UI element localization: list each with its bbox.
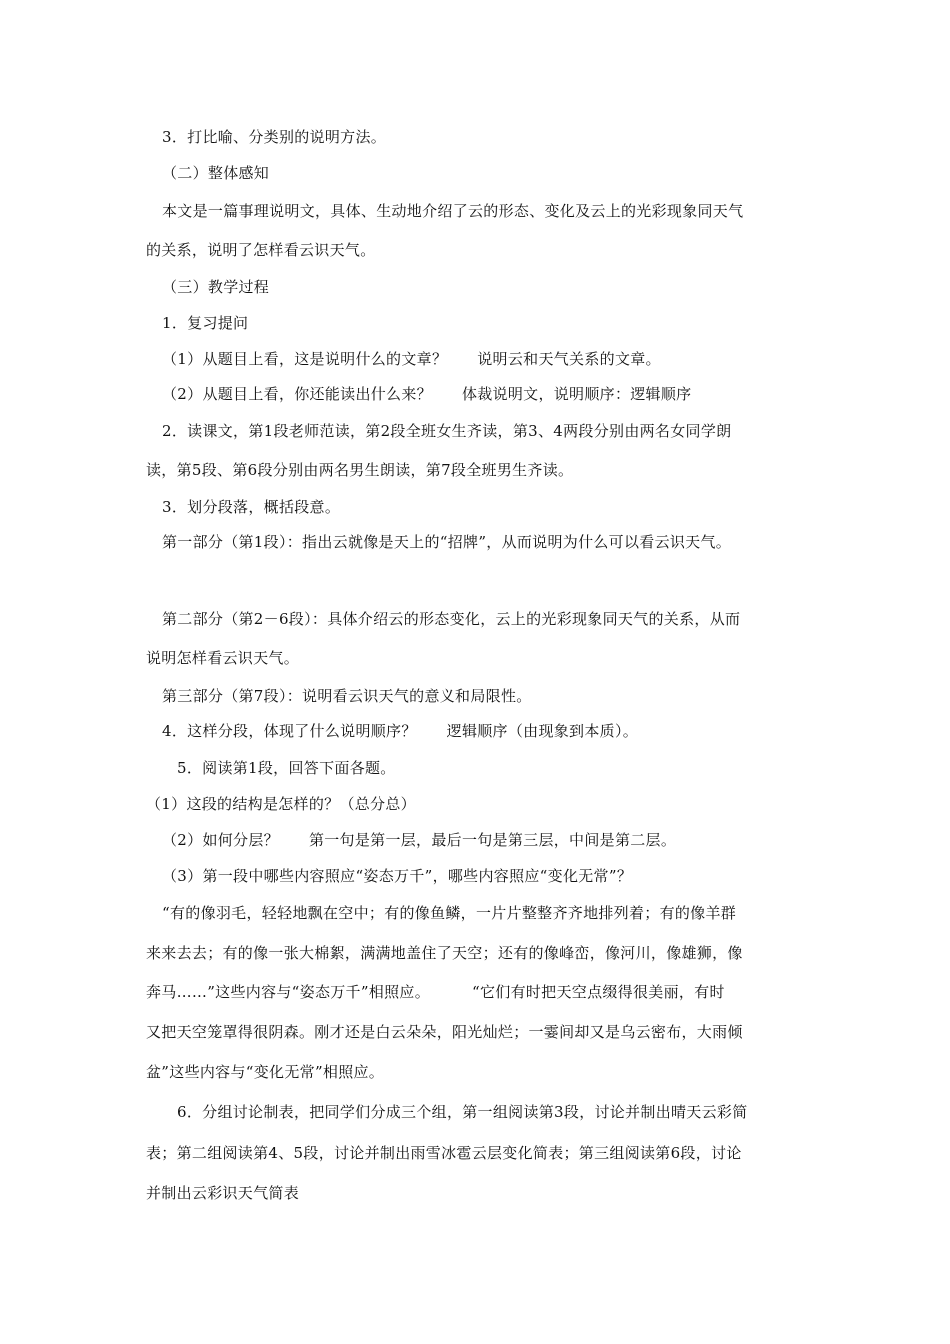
paragraph-text: “它们有时把天空点缀得很美丽，有时: [472, 983, 725, 1001]
paragraph-line: 2．读课文，第1段老师范读，第2段全班女生齐读，第3、4两段分别由两名女同学朗: [162, 422, 732, 440]
paragraph-text: 奔马……”这些内容与“姿态万千”相照应。: [146, 983, 431, 1001]
paragraph-line: 第三部分（第7段）：说明看云识天气的意义和局限性。: [162, 687, 532, 705]
paragraph-line: 第二部分（第2－6段）：具体介绍云的形态变化，云上的光彩现象同天气的关系，从而: [162, 610, 741, 628]
paragraph-line: “有的像羽毛，轻轻地飘在空中；有的像鱼鳞，一片片整整齐齐地排列着；有的像羊群: [162, 904, 737, 922]
paragraph-line: 并制出云彩识天气简表: [146, 1184, 300, 1202]
paragraph-line: 读，第5段、第6段分别由两名男生朗读，第7段全班男生齐读。: [146, 461, 574, 479]
paragraph-line: 来来去去；有的像一张大棉絮，满满地盖住了天空；还有的像峰峦，像河川，像雄狮，像: [146, 944, 743, 962]
answer-text: 第一句是第一层，最后一句是第三层，中间是第二层。: [308, 831, 677, 849]
section-heading-overall: （二）整体感知: [162, 164, 270, 182]
paragraph-line: 本文是一篇事理说明文，具体、生动地介绍了云的形态、变化及云上的光彩现象同天气: [162, 202, 744, 220]
list-item-reading: 5．阅读第1段，回答下面各题。: [177, 759, 396, 777]
section-heading-process: （三）教学过程: [162, 278, 270, 296]
paragraph-line: 又把天空笼罩得很阴森。刚才还是白云朵朵，阳光灿烂；一霎间却又是乌云密布，大雨倾: [146, 1023, 743, 1041]
question-text: （2）如何分层？: [162, 831, 279, 849]
qa-line: [162, 349, 661, 369]
answer-text: 逻辑顺序（由现象到本质）。: [446, 722, 639, 740]
qa-line: [162, 830, 676, 850]
list-item-review: 1．复习提问: [162, 314, 249, 332]
paragraph-line: 6．分组讨论制表，把同学们分成三个组，第一组阅读第3段，讨论并制出晴天云彩简: [177, 1103, 748, 1121]
qa-line: [146, 982, 725, 1002]
question-text: 4．这样分段，体现了什么说明顺序？: [162, 722, 417, 740]
list-item-question: （3）第一段中哪些内容照应“姿态万千”，哪些内容照应“变化无常”？: [162, 867, 633, 885]
paragraph-line: 盆”这些内容与“变化无常”相照应。: [146, 1063, 385, 1081]
qa-line: [162, 384, 691, 404]
answer-text: 说明云和天气关系的文章。: [477, 350, 661, 368]
list-item-method: 3．打比喻、分类别的说明方法。: [162, 128, 387, 146]
question-text: （1）从题目上看，这是说明什么的文章？: [162, 350, 448, 368]
answer-text: 体裁说明文，说明顺序：逻辑顺序: [461, 385, 692, 403]
qa-line: [162, 721, 638, 741]
question-text: （2）从题目上看，你还能读出什么来？: [162, 385, 432, 403]
list-item-structure: （1）这段的结构是怎样的？（总分总）: [146, 795, 416, 813]
paragraph-line: 的关系，说明了怎样看云识天气。: [146, 241, 376, 259]
paragraph-line: 说明怎样看云识天气。: [146, 649, 300, 667]
paragraph-line: 表；第二组阅读第4、5段，讨论并制出雨雪冰雹云层变化简表；第三组阅读第6段，讨论: [146, 1144, 742, 1162]
list-item-divide: 3．划分段落，概括段意。: [162, 498, 341, 516]
paragraph-line: 第一部分（第1段）：指出云就像是天上的“招牌”，从而说明为什么可以看云识天气。: [162, 533, 732, 551]
